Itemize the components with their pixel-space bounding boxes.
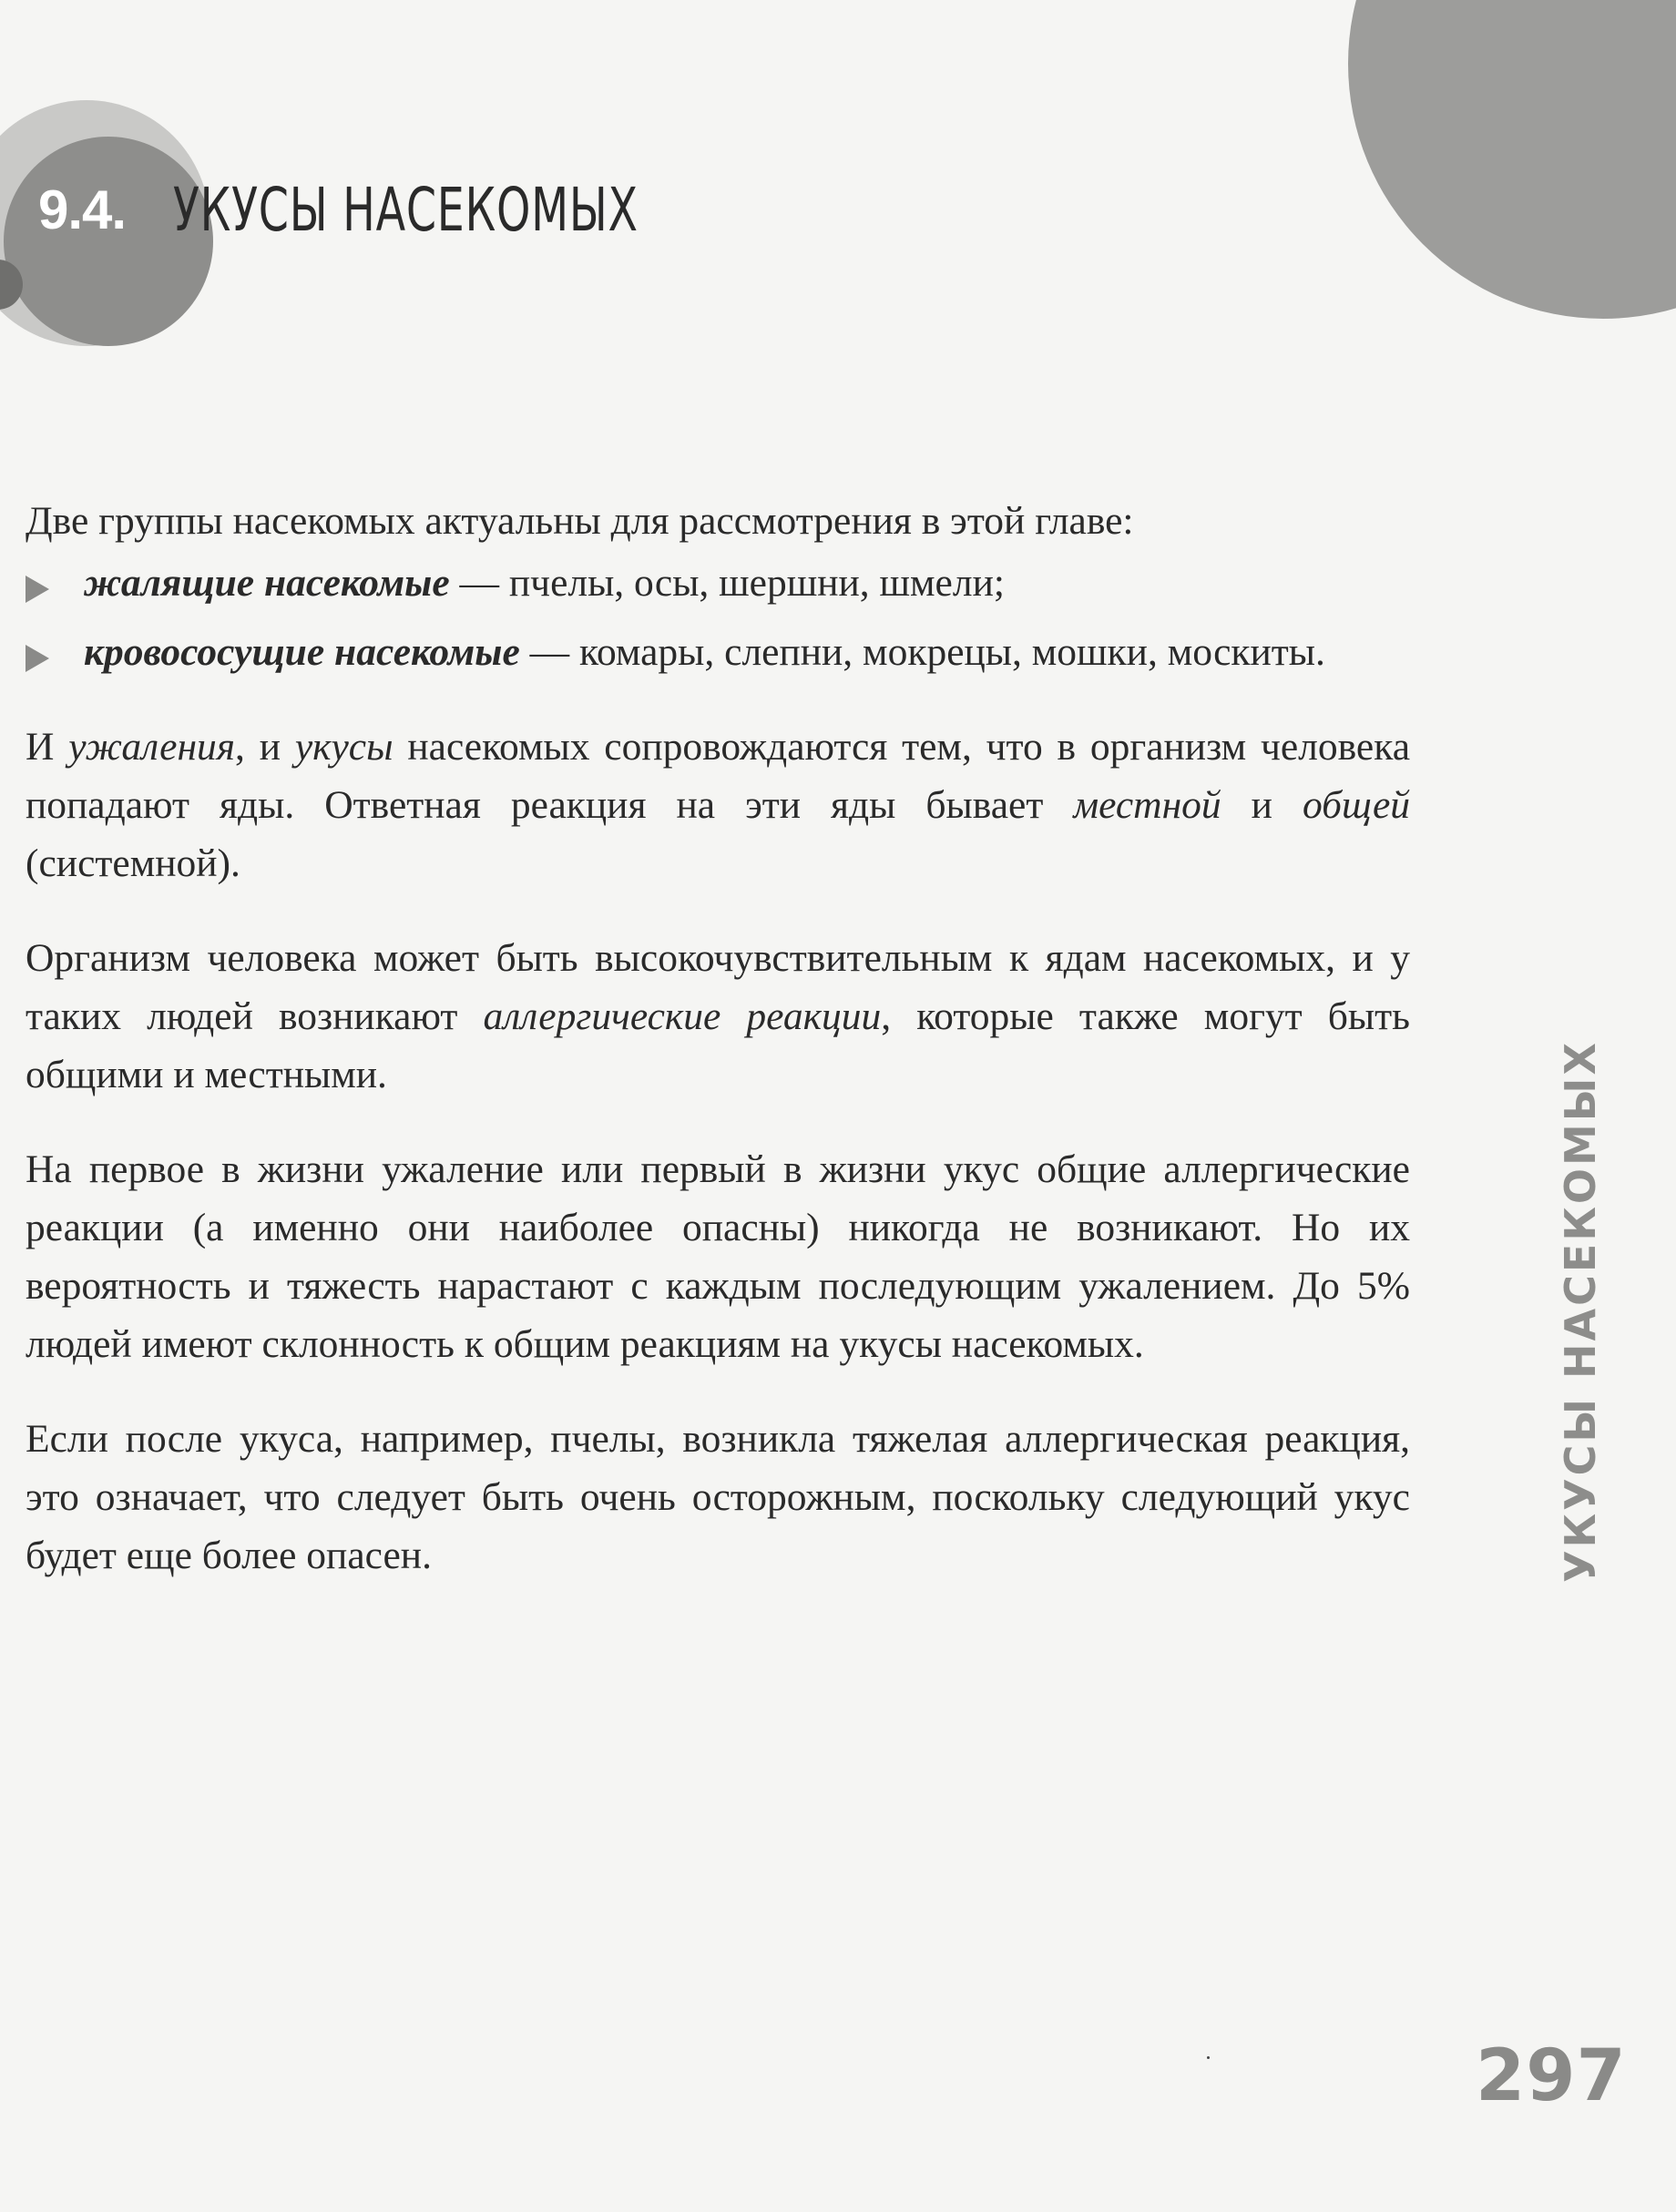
italic-term: общей xyxy=(1302,783,1411,827)
section-number: 9.4. xyxy=(38,179,127,240)
term-stinging-insects: жалящие насекомые xyxy=(84,561,450,605)
list-item xyxy=(26,554,1410,612)
insect-groups-list xyxy=(26,554,1410,681)
italic-term: местной xyxy=(1073,783,1221,827)
intro-paragraph: Две группы насекомых актуальны для рассмотрения в этой главе: xyxy=(26,499,1134,543)
text-run: насекомых сопровождаются тем, что в организм человека попадают яды. Ответная реакция на эти яды бывает xyxy=(26,725,1411,827)
italic-term: ужаления xyxy=(68,725,236,769)
text-run: , которые также могут быть общими и местными. xyxy=(26,994,1410,1096)
triangle-bullet-icon xyxy=(26,645,49,672)
text-run: , и xyxy=(235,725,295,769)
decorative-circle-corner xyxy=(1348,0,1676,319)
term-bloodsucking-insects: кровососущие насекомые xyxy=(84,630,520,674)
print-speck xyxy=(1207,2056,1210,2059)
paragraph-first-sting: На первое в жизни ужаление или первый в жизни укус общие аллергические реакции (а именно они наиболее опасны) никогда не возникают. Но их вероятность и тяжесть нарастают с каждым последующим ужалением. До 5% людей имеют склонность к общим реакциям на укусы насекомых. xyxy=(26,1147,1410,1366)
text-run: Организм человека может быть высокочувствительным к ядам насекомых, и у таких людей возникают xyxy=(26,936,1410,1038)
text-run: И xyxy=(26,725,69,769)
list-item xyxy=(26,623,1410,681)
side-heading-text: УКУСЫ НАСЕКОМЫХ xyxy=(1556,1040,1605,1583)
paragraph-severe-reaction: Если после укуса, например, пчелы, возникла тяжелая аллергическая реакция, это означает, что следует быть очень осторожным, поскольку следующий укус будет еще более опасен. xyxy=(26,1417,1410,1577)
page-body xyxy=(26,492,1410,1621)
list-item-text: — пчелы, осы, шершни, шмели; xyxy=(449,561,1005,605)
triangle-bullet-icon xyxy=(26,576,49,603)
italic-term: укусы xyxy=(294,725,393,769)
section-title: УКУСЫ НАСЕКОМЫХ xyxy=(173,175,639,245)
italic-term: аллергические реакции xyxy=(483,994,882,1038)
paragraph-venom-reaction xyxy=(26,718,1410,892)
text-run: и xyxy=(1221,783,1303,827)
page-number: 297 xyxy=(1476,2035,1627,2117)
list-item-text: — комары, слепни, мокрецы, мошки, москиты. xyxy=(519,630,1325,674)
paragraph-allergic-reactions xyxy=(26,929,1410,1104)
text-run: (системной). xyxy=(26,841,240,885)
